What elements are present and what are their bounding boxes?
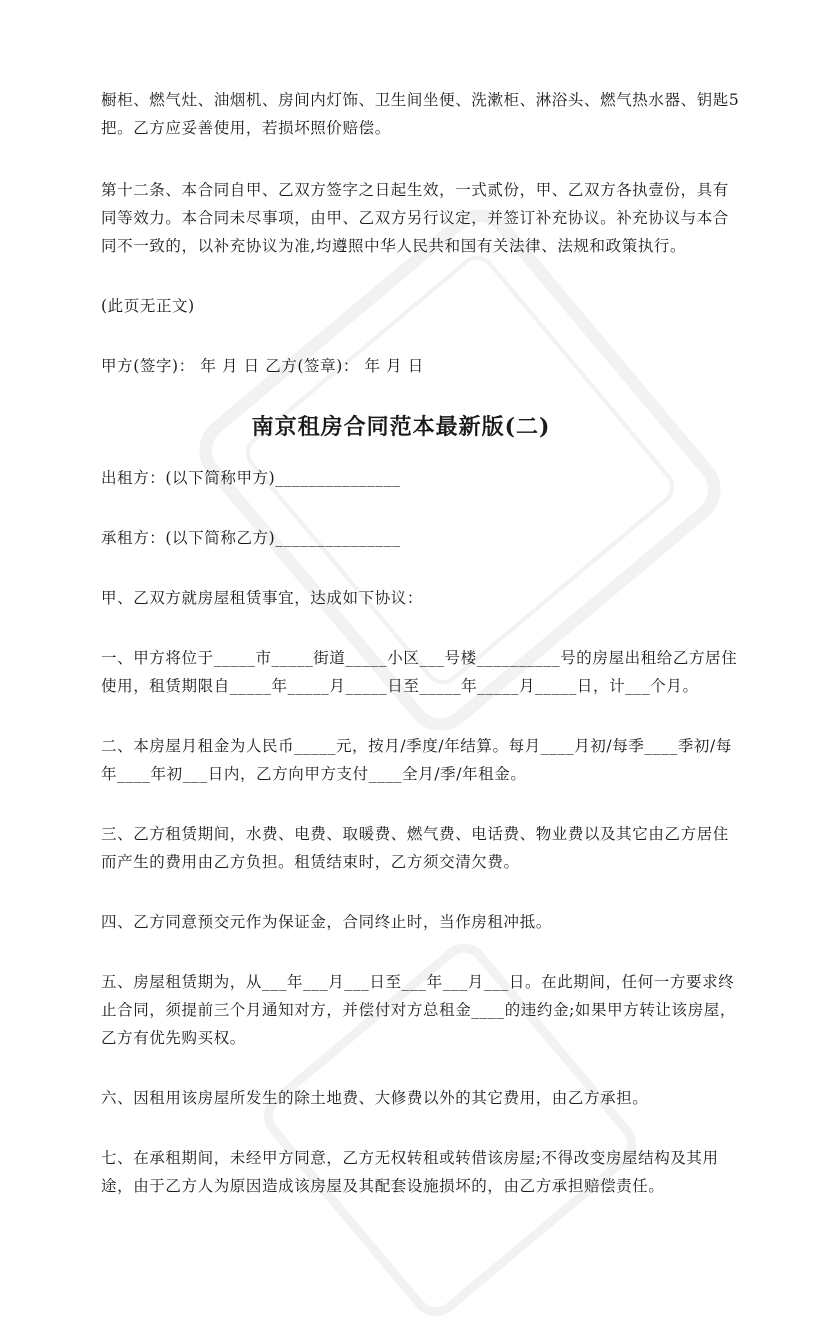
document-body <box>101 86 741 1200</box>
signature-line: 甲方(签字)： 年 月 日 乙方(签章)： 年 月 日 <box>101 357 424 375</box>
clause-four: 四、乙方同意预交元作为保证金，合同终止时，当作房租冲抵。 <box>101 913 552 931</box>
clause-three: 三、乙方租赁期间，水费、电费、取暖费、燃气费、电话费、物业费以及其它由乙方居住而产生的费用由乙方负担。租赁结束时，乙方须交清欠费。 <box>101 825 729 871</box>
lessee-field: 承租方：(以下简称乙方)_______________ <box>101 529 401 547</box>
agreement-intro: 甲、乙双方就房屋租赁事宜，达成如下协议： <box>101 589 424 607</box>
no-text-note: (此页无正文) <box>101 297 195 315</box>
document-title: 南京租房合同范本最新版(二) <box>251 414 551 440</box>
clause-five: 五、房屋租赁期为，从___年___月___日至___年___月___日。在此期间，任何一方要求终止合同，须提前三个月通知对方，并偿付对方总租金____的违约金;如果甲方转让该房屋，乙方有优先购买权。 <box>101 973 736 1047</box>
clause-two: 二、本房屋月租金为人民币_____元，按月/季度/年结算。每月____月初/每季____季初/每年____年初___日内，乙方向甲方支付____全月/季/年租金。 <box>101 737 732 783</box>
clause-one: 一、甲方将位于_____市_____街道_____小区___号楼__________号的房屋出租给乙方居住使用，租赁期限自_____年_____月_____日至_____年_____月_____日，计___个月。 <box>101 649 738 695</box>
clause-eleven-continued: 橱柜、燃气灶、油烟机、房间内灯饰、卫生间坐便、洗漱柜、淋浴头、燃气热水器、钥匙5把。乙方应妥善使用，若损坏照价赔偿。 <box>101 91 740 137</box>
clause-six: 六、因租用该房屋所发生的除土地费、大修费以外的其它费用，由乙方承担。 <box>101 1089 649 1107</box>
clause-twelve: 第十二条、本合同自甲、乙双方签字之日起生效，一式贰份，甲、乙双方各执壹份，具有同等效力。本合同未尽事项，由甲、乙双方另行议定，并签订补充协议。补充协议与本合同不一致的，以补充协议为准,均遵照中华人民共和国有关法律、法规和政策执行。 <box>101 181 729 255</box>
lessor-field: 出租方：(以下简称甲方)_______________ <box>101 469 401 487</box>
clause-seven: 七、在承租期间，未经甲方同意，乙方无权转租或转借该房屋;不得改变房屋结构及其用途，由于乙方人为原因造成该房屋及其配套设施损坏的，由乙方承担赔偿责任。 <box>101 1149 719 1195</box>
